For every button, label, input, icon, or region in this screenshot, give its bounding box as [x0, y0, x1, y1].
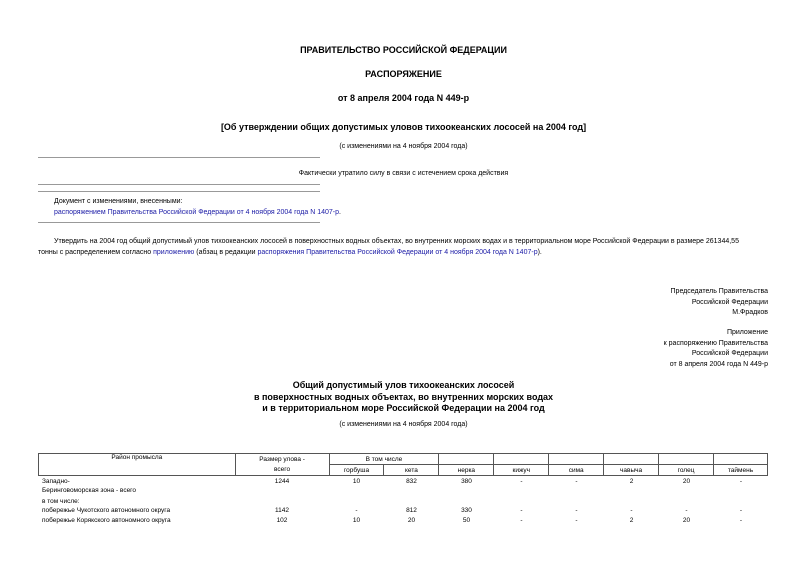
header-species: таймень	[714, 465, 768, 476]
amendment-order-link[interactable]: распоряжения Правительства Российской Федерации от 4 ноября 2004 года N 1407-р	[257, 249, 538, 256]
table-title-line: Общий допустимый улов тихоокеанских лососей	[292, 380, 515, 390]
row-value: 20	[682, 478, 691, 485]
row-value: 812	[406, 507, 417, 514]
signature-org: Российской Федерации	[691, 298, 768, 306]
header-species: голец	[659, 465, 714, 476]
table-title-line: и в территориальном море Российской Федерации на 2004 год	[262, 403, 545, 413]
header-catch-size: Размер улова -	[235, 454, 329, 465]
header-region: Район промысла	[39, 454, 236, 476]
header-total: всего	[235, 465, 329, 476]
appendix-label: Приложение	[726, 329, 768, 336]
header-including: В том числе	[329, 454, 439, 465]
row-value: -	[575, 507, 578, 514]
row-value: 832	[406, 478, 417, 485]
row-value: -	[520, 517, 523, 524]
divider	[38, 184, 320, 185]
table-amendments-note: (с изменениями на 4 ноября 2004 года)	[339, 421, 468, 428]
divider	[38, 191, 320, 192]
table-row	[38, 487, 768, 497]
table-title-line: в поверхностных водных объектах, во внутренних морских водах	[253, 391, 554, 402]
row-value: 2	[629, 478, 634, 485]
row-value: -	[739, 507, 743, 514]
row-value: -	[630, 507, 633, 514]
status-note: Фактически утратило силу в связи с истечением срока действия	[298, 170, 509, 177]
changes-intro: Документ с изменениями, внесенными:	[54, 198, 183, 205]
amendments-note: (с изменениями на 4 ноября 2004 года)	[339, 143, 468, 150]
catch-table	[38, 453, 768, 476]
row-label: Беринговоморская зона - всего	[42, 487, 137, 494]
row-value: 380	[461, 478, 472, 485]
table-title	[0, 380, 807, 415]
divider	[38, 222, 320, 223]
appendix-line: к распоряжению Правительства	[663, 339, 768, 347]
row-value: -	[355, 507, 358, 514]
row-value: -	[520, 478, 523, 485]
row-value: -	[520, 507, 523, 514]
row-value: 10	[352, 517, 361, 524]
appendix-line: от 8 апреля 2004 года N 449-р	[669, 360, 768, 368]
appendix-line: Российской Федерации	[691, 350, 768, 357]
divider	[38, 157, 320, 158]
row-value: -	[739, 517, 743, 524]
period: .	[339, 209, 341, 216]
row-label: Западно-	[42, 478, 70, 485]
table-row	[38, 517, 768, 527]
row-label: побережье Чукотского автономного округа	[42, 507, 171, 514]
row-total: 102	[276, 517, 288, 524]
row-value: -	[685, 507, 688, 514]
row-value: 20	[682, 517, 691, 524]
amending-order-link[interactable]: распоряжением Правительства Российской Федерации от 4 ноября 2004 года N 1407-р	[54, 209, 340, 216]
row-value: 330	[461, 507, 472, 514]
row-total: 1142	[275, 507, 289, 514]
header-species: кижуч	[494, 465, 549, 476]
header-species: нерка	[439, 465, 494, 476]
changes-block	[54, 196, 341, 218]
row-value: 20	[407, 517, 416, 524]
signature-name: М.Фрадков	[732, 309, 768, 316]
header-species: сима	[549, 465, 604, 476]
order-text-line1: Утвердить на 2004 год общий допустимый улов тихоокеанских лососей в поверхностных водных объектах, во внутренних морских водах и в территориальном море Российской Федерации в размере 261344,55	[54, 238, 739, 245]
appendix-link[interactable]: приложению	[153, 249, 195, 256]
row-value: 50	[462, 517, 471, 524]
row-value: 2	[629, 517, 634, 524]
appendix-block	[664, 328, 768, 370]
document-type: РАСПОРЯЖЕНИЕ	[365, 69, 442, 79]
header-species: чавыча	[604, 465, 659, 476]
order-text-part3: (абзац в редакции	[196, 249, 256, 256]
document-date-number: от 8 апреля 2004 года N 449-р	[337, 93, 470, 103]
government-heading: ПРАВИТЕЛЬСТВО РОССИЙСКОЙ ФЕДЕРАЦИИ	[300, 45, 507, 55]
row-value: 10	[352, 478, 361, 485]
row-total: 1244	[274, 478, 290, 485]
order-text	[38, 236, 770, 258]
order-text-part2: тонны с распределением согласно	[38, 249, 152, 256]
row-value: -	[575, 478, 578, 485]
row-label: побережье Корякского автономного округа	[42, 517, 171, 524]
row-value: -	[575, 517, 578, 524]
header-species: горбуша	[329, 465, 384, 476]
row-value: -	[739, 478, 743, 485]
signature-position: Председатель Правительства	[670, 288, 768, 295]
signature-block	[671, 287, 768, 319]
order-text-part4: ).	[537, 249, 542, 256]
row-label: в том числе:	[42, 498, 80, 505]
table-row	[38, 507, 768, 517]
document-title: [Об утверждении общих допустимых уловов тихоокеанских лососей на 2004 год]	[220, 122, 587, 132]
header-species: кета	[384, 465, 439, 476]
